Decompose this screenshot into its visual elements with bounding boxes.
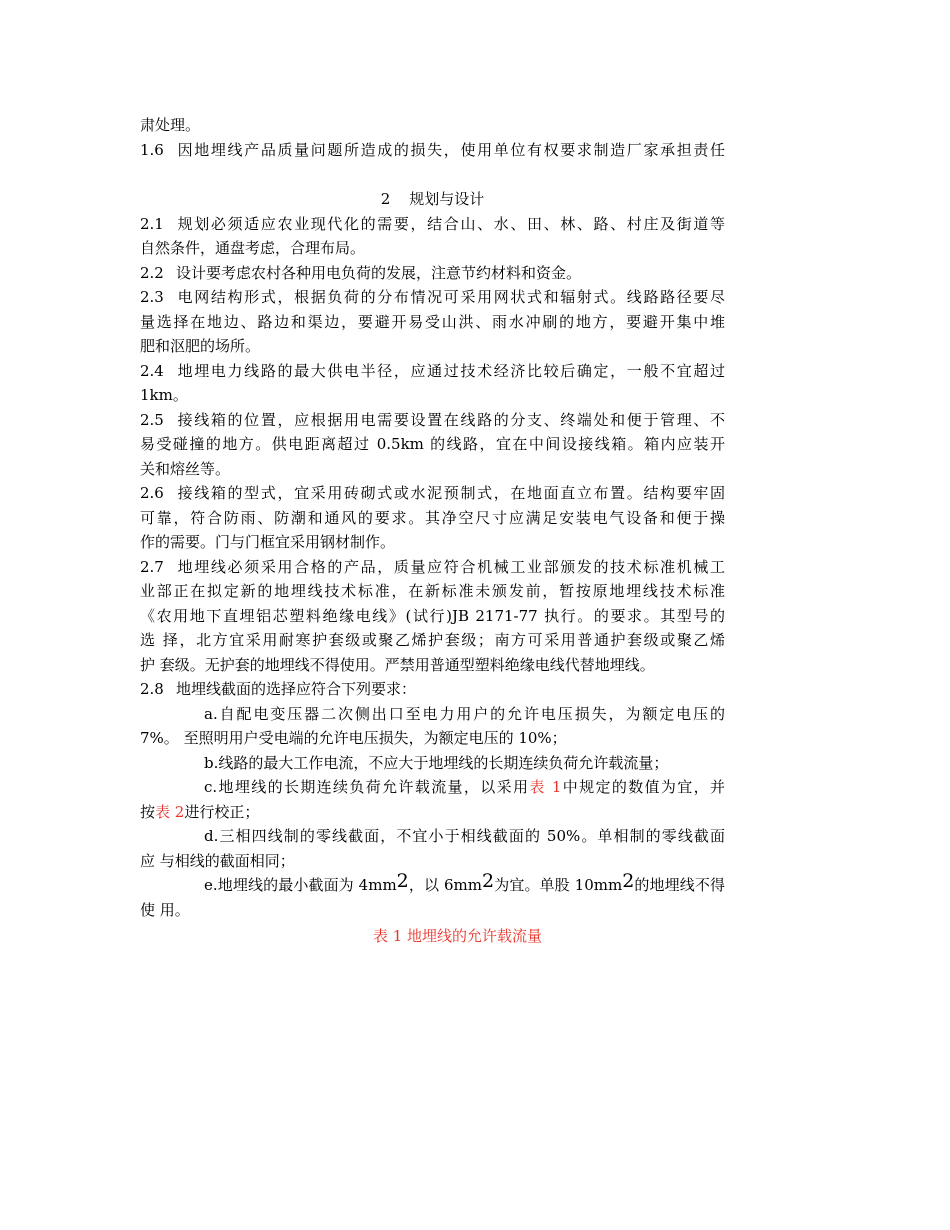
text: c.地埋线的长期连续负荷允许载流量，以采用 [204, 778, 530, 796]
clause-2-2 [140, 261, 725, 286]
text: 接线箱的位置，应根据用电需要设置在线路的分支、终端处和便于管理、不 [176, 410, 725, 429]
clause-2-3 [140, 285, 725, 310]
text: 使 用。 [140, 900, 190, 919]
table-caption: 表 1 地埋线的允许载流量 [372, 927, 543, 945]
item-c [140, 775, 725, 800]
text: 中规定的数值为宜，并 [561, 778, 725, 796]
text: 因地埋线产品质量问题所造成的损失，使用单位有权要求制造厂家承担责任 [176, 140, 725, 159]
text: 肥和沤肥的场所。 [140, 337, 261, 355]
text: 规划必须适应农业现代化的需要，结合山、水、田、林、路、村庄及街道等 [176, 214, 725, 233]
clause-2-4 [140, 359, 725, 384]
superscript: 2 [396, 870, 409, 892]
text: 接线箱的型式，宜采用砖砌式或水泥预制式，在地面直立布置。结构要牢固 [176, 484, 725, 502]
text: e.地埋线的最小截面为 4mm [204, 876, 397, 894]
text: 护 套级。无护套的地埋线不得使用。严禁用普通型塑料绝缘电线代替地埋线。 [140, 655, 655, 674]
text: 肃处理。 [140, 116, 201, 134]
text-line [140, 800, 725, 825]
superscript: 2 [482, 870, 495, 892]
item-a [140, 702, 725, 727]
text-line [140, 898, 725, 923]
item-b [140, 751, 725, 776]
text: 的地埋线不得 [634, 876, 725, 894]
clause-1-6 [140, 138, 725, 163]
text: 电网结构形式，根据负荷的分布情况可采用网状式和辐射式。线路路径要尽 [176, 288, 725, 306]
text-line [140, 849, 725, 874]
text-line [140, 653, 725, 678]
clause-number: 1.6 [140, 140, 164, 159]
text-line [140, 310, 725, 335]
table-2-reference-link[interactable]: 表 2 [155, 802, 185, 821]
text: 易受碰撞的地方。供电距离超过 0.5km 的线路，宜在中间设接线箱。箱内应装开 [140, 435, 725, 453]
clause-2-1 [140, 212, 725, 237]
text-line [140, 726, 725, 751]
text: 应 与相线的截面相同； [140, 851, 295, 870]
text: a.自配电变压器二次侧出口至电力用户的允许电压损失，为额定电压的 [204, 704, 725, 723]
clause-number: 2.7 [140, 557, 164, 576]
text: b.线路的最大工作电流，不应大于地埋线的长期连续负荷允许载流量； [204, 753, 669, 772]
clause-2-8 [140, 677, 725, 702]
text: d.三相四线制的零线截面，不宜小于相线截面的 50%。单相制的零线截面 [204, 827, 725, 845]
clause-number: 2.3 [140, 288, 164, 306]
document-page [140, 113, 725, 949]
clause-2-5 [140, 408, 725, 433]
clause-number: 2.8 [140, 680, 164, 698]
text: 按 [140, 802, 156, 821]
text-line [140, 530, 725, 555]
table-1-reference-link[interactable]: 表 1 [529, 778, 562, 796]
text-line [140, 506, 725, 531]
text: 作的需要。门与门框宜采用钢材制作。 [140, 533, 396, 551]
text: 量选择在地边、路边和渠边，要避开易受山洪、雨水冲刷的地方，要避开集中堆 [140, 312, 725, 331]
text: 7%。 至照明用户受电端的允许电压损失，为额定电压的 10%； [140, 729, 567, 747]
clause-number: 2.2 [140, 263, 164, 282]
clause-2-7 [140, 555, 725, 580]
text-line [140, 236, 725, 261]
text: 选 择，北方宜采用耐寒护套级或聚乙烯护套级；南方可采用普通护套级或聚乙烯 [140, 631, 725, 649]
text-line [140, 604, 725, 629]
text: 地埋线必须采用合格的产品，质量应符合机械工业部颁发的技术标准机械工 [176, 557, 725, 576]
text: 为宜。单股 10mm [494, 876, 623, 894]
text-line [140, 579, 725, 604]
text-line [140, 383, 725, 408]
text-line [140, 628, 725, 653]
text: 《农用地下直埋铝芯塑料绝缘电线》(试行)JB 2171-77 执行。的要求。其型号的 [140, 606, 725, 625]
text: 设计要考虑农村各种用电负荷的发展，注意节约材料和资金。 [176, 263, 582, 282]
superscript: 2 [622, 870, 635, 892]
text-line [140, 113, 725, 138]
text: 1km。 [140, 386, 188, 404]
text: ，以 6mm [408, 876, 482, 894]
text-line [140, 457, 725, 482]
clause-number: 2.4 [140, 361, 164, 380]
text: 地埋电力线路的最大供电半径，应通过技术经济比较后确定，一般不宜超过 [176, 361, 725, 380]
clause-2-6 [140, 481, 725, 506]
text-line [140, 334, 725, 359]
clause-number: 2.5 [140, 410, 164, 429]
section-heading: 2 规划与设计 [380, 190, 485, 208]
text: 关和熔丝等。 [140, 459, 231, 478]
text: 地埋线截面的选择应符合下列要求： [176, 680, 417, 698]
clause-number: 2.6 [140, 484, 164, 502]
item-d [140, 824, 725, 849]
text: 自然条件，通盘考虑，合理布局。 [140, 239, 366, 257]
text: 可靠，符合防雨、防潮和通风的要求。其净空尺寸应满足安装电气设备和便于操 [140, 508, 725, 527]
text-line [140, 432, 725, 457]
item-e [140, 870, 725, 898]
clause-number: 2.1 [140, 214, 164, 233]
text: 业部正在拟定新的地埋线技术标准，在新标准未颁发前，暂按原地埋线技术标准 [140, 582, 725, 600]
text: 进行校正； [184, 802, 260, 821]
